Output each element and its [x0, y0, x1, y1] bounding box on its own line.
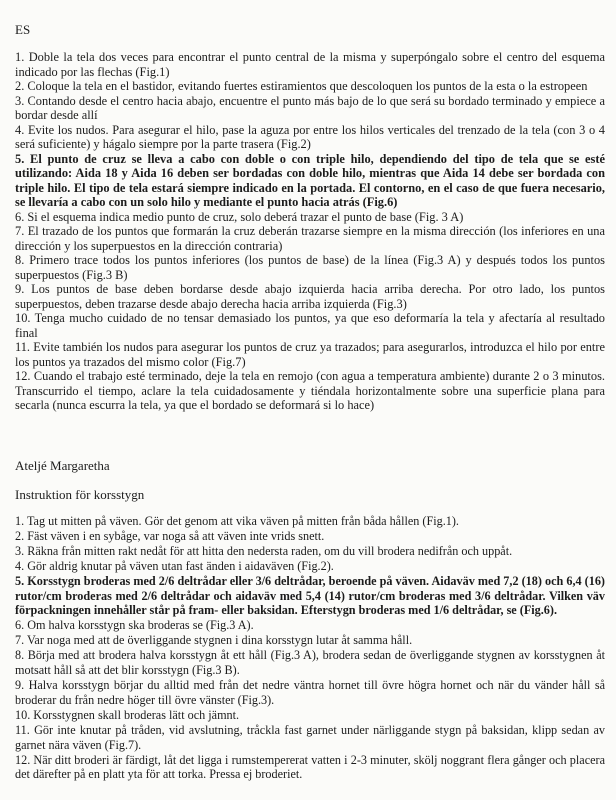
- instruction-item: 4. Gör aldrig knutar på väven utan fast änden i aidaväven (Fig.2).: [15, 558, 334, 573]
- instruction-item: 6. Om halva korsstygn ska broderas se (Fig.3 A).: [15, 618, 254, 633]
- instruction-item: 1. Doble la tela dos veces para encontrar el punto central de la misma y superpóngalo sobre el centro del esquema indicado por las flechas (Fig.1): [15, 50, 605, 79]
- swedish-instructions: [15, 514, 605, 782]
- instruction-item: 6. Si el esquema indica medio punto de cruz, solo deberá trazar el punto de base (Fig. 3 A): [15, 209, 464, 224]
- instruction-item: 2. Fäst väven i en sybåge, var noga så att väven inte vrids snett.: [15, 528, 325, 543]
- instruction-item: 1. Tag ut mitten på väven. Gör det genom att vika väven på mitten från båda hållen (Fig.1).: [15, 514, 459, 528]
- instruction-item: 2. Coloque la tela en el bastidor, evitando fuertes estiramientos que descoloquen los puntos de la esta o la estropeen: [15, 79, 588, 93]
- instruction-item: 5. Korsstygn broderas med 2/6 deltrådar eller 3/6 deltrådar, beroende på väven. Aidaväv med 7,2 (18) och 6,4 (16) rutor/cm broderas med 2/6 deltrådar och aidaväv med 5,4 (14) rutor/cm broderas med 3/6 deltrådar. Vilken väv förpackningen innehåller står på fram- eller baksidan. Efterstygn broderas med 1/6 deltrådar, se (Fig.6).: [15, 573, 605, 618]
- swedish-heading: Instruktion för korsstygn: [15, 487, 145, 502]
- instruction-item: 11. Evite también los nudos para asegurar los puntos de cruz ya trazados; para asegurarlos, introduzca el hilo por entre los puntos ya trazados del mismo color (Fig.7): [15, 340, 605, 369]
- instruction-item: 8. Primero trace todos los puntos inferiores (los puntos de base) de la línea (Fig.3 A) y después todos los puntos superpuestos (Fig.3 B): [15, 253, 605, 282]
- instruction-item: 9. Halva korsstygn börjar du alltid med från det nedre väntra hornet till övre högra hornet och när du vänder håll så broderar du från nedre höger till övre vänster (Fig.3).: [15, 677, 605, 707]
- instruction-item: 4. Evite los nudos. Para asegurar el hilo, pase la aguza por entre los hilos verticales del trenzado de la tela (con 3 o 4 será suficiente) y hágalo siempre por la parte trasera (Fig.2): [15, 122, 605, 151]
- spanish-heading: ES: [15, 22, 31, 37]
- instruction-item: 10. Tenga mucho cuidado de no tensar demasiado los puntos, ya que eso deformaría la tela y afectaría al resultado final: [15, 311, 605, 340]
- instruction-item: 7. El trazado de los puntos que formarán la cruz deberán trazarse siempre en la misma dirección (los inferiores en una dirección y los superpuestos en la dirección contraria): [15, 224, 605, 253]
- instruction-item: 10. Korsstygnen skall broderas lätt och jämnt.: [15, 707, 240, 722]
- instruction-item: 9. Los puntos de base deben bordarse desde abajo izquierda hacia arriba derecha. Por otro lado, los puntos superpuestos, deben trazarse desde abajo derecha hacia arriba izquierda (Fig.3): [15, 282, 605, 311]
- instruction-item: 11. Gör inte knutar på tråden, vid avslutning, tråckla fast garnet under närliggande stygn på baksidan, klipp sedan av garnet nära väven (Fig.7).: [15, 722, 605, 752]
- instruction-item: 3. Räkna från mitten rakt nedåt för att hitta den nedersta raden, om du vill brodera nedifrån och uppåt.: [15, 543, 513, 558]
- instruction-item: 12. Cuando el trabajo esté terminado, deje la tela en remojo (con agua a temperatura ambiente) durante 2 o 3 minutos. Transcurrido el tiempo, aclare la tela cuidadosamente y tiéndala horizontalmente sobre una superficie plana para secarla (nunca escurra la tela, ya que el bordado se deformará si lo hace): [15, 369, 605, 412]
- instruction-item: 12. När ditt broderi är färdigt, låt det ligga i rumstempererat vatten i 2-3 minuter, skölj noggrant flera gånger och placera det därefter på en platt yta för att torka. Pressa ej broderiet.: [15, 752, 605, 782]
- instruction-item: 7. Var noga med att de överliggande stygnen i dina korsstygn lutar åt samma håll.: [15, 633, 413, 648]
- spanish-instructions: [15, 50, 605, 413]
- company-name: Ateljé Margaretha: [15, 458, 110, 473]
- instruction-item: 8. Börja med att brodera halva korsstygn åt ett håll (Fig.3 A), brodera sedan de överliggande stygnen av korsstygnen åt motsatt håll så att det blir korsstygn (Fig.3 B).: [15, 648, 605, 678]
- instruction-item: 5. El punto de cruz se lleva a cabo con doble o con triple hilo, dependiendo del tipo de tela que se esté utilizando: Aida 18 y Aida 16 deben ser bordadas con doble hilo, mientras que Aida 14 debe ser bordada con triple hilo. El tipo de tela estará siempre indicado en la portada. El contorno, en el caso de que fuera necesario, se llevaría a cabo con un solo hilo y mediante el punto hacia atrás (Fig.6): [15, 151, 605, 209]
- instruction-item: 3. Contando desde el centro hacia abajo, encuentre el punto más bajo de lo que será su bordado terminado y empiece a bordar desde allí: [15, 93, 605, 122]
